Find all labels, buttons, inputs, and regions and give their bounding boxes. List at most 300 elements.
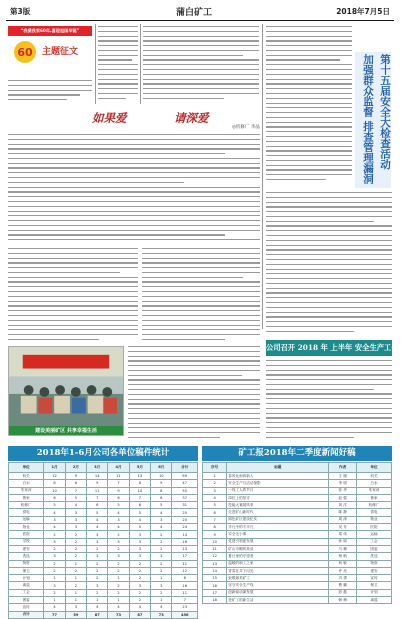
table-row [9, 524, 198, 531]
table-row [203, 560, 392, 567]
table-cell: 2 [108, 560, 129, 567]
table-cell: 曹 鹏 [329, 582, 357, 589]
table-cell: 16 [172, 538, 198, 545]
table-row [203, 509, 392, 516]
table-cell: 2 [108, 582, 129, 589]
table-cell: 朱家河 [357, 487, 392, 494]
submissions-table [8, 462, 198, 619]
table-cell: 计划 [357, 589, 392, 596]
table-cell: 2 [108, 545, 129, 552]
table-cell: 2 [65, 545, 86, 552]
article-text-block [8, 134, 260, 244]
table-cell: 鲁家 [357, 494, 392, 501]
table-cell: 73 [108, 611, 129, 618]
table-cell: 11 [87, 487, 108, 494]
table-row [9, 567, 198, 574]
table-cell: 6 [203, 509, 227, 516]
table-cell: 5 [65, 494, 86, 501]
table-row [203, 597, 392, 604]
table-cell: 2 [44, 531, 65, 538]
table-cell: 2 [151, 531, 172, 538]
table-cell: 2 [151, 589, 172, 596]
table-cell: 1 [108, 597, 129, 604]
table-cell: 机修厂 [9, 502, 44, 509]
column-header: 4月 [108, 463, 129, 473]
table-cell: 2 [65, 582, 86, 589]
table-cell: 77 [44, 611, 65, 618]
table-row [9, 531, 198, 538]
table-cell: 8 [44, 480, 65, 487]
table-cell: 13 [203, 560, 227, 567]
table-cell: 4 [87, 524, 108, 531]
table-row [203, 494, 392, 501]
table-cell: 2 [44, 567, 65, 574]
table-cell: 6 [108, 494, 129, 501]
svg-text:60: 60 [17, 46, 33, 59]
table-cell: 孙 丽 [329, 538, 357, 545]
table-row [9, 487, 198, 494]
table-cell: 5 [203, 502, 227, 509]
table-cell: 刘 洋 [329, 502, 357, 509]
table-cell: 物业 [357, 516, 392, 523]
table-cell: 周 涛 [329, 516, 357, 523]
table-cell: 6 [44, 494, 65, 501]
table-cell: 8 [172, 575, 198, 582]
table-cell: 2 [108, 531, 129, 538]
table-cell: 许 亮 [329, 567, 357, 574]
table-cell: 5 [129, 524, 150, 531]
table-cell: 4 [87, 516, 108, 523]
table-cell: 11 [108, 473, 129, 480]
table-cell: 团委 [9, 597, 44, 604]
table-cell: 1 [65, 560, 86, 567]
table-cell: 2 [65, 567, 86, 574]
vertical-headline [355, 52, 391, 188]
column-header: 6月 [151, 463, 172, 473]
anniversary-logo-icon [10, 39, 40, 65]
table-cell: 工会 [357, 538, 392, 545]
table-cell: 4 [108, 509, 129, 516]
table-cell: 郑 伟 [329, 531, 357, 538]
total-row [9, 611, 198, 618]
table-row [9, 473, 198, 480]
table-cell: 白水 [9, 480, 44, 487]
table-cell: 4 [108, 604, 129, 611]
table-cell: 走进矿山新时代 [227, 509, 329, 516]
table-cell: 学校 [9, 538, 44, 545]
issue-date: 2018年7月5日 [336, 7, 390, 16]
article-text-block [8, 80, 92, 104]
table-cell: 物资 [357, 560, 392, 567]
table-row [203, 538, 392, 545]
table-cell: 4 [87, 604, 108, 611]
table-cell: 运输 [357, 531, 392, 538]
meeting-banner: 公司召开 2018 年 上半年 安全生产工作会 [266, 340, 392, 356]
essay-badge [8, 26, 92, 74]
table-cell: 1 [108, 575, 129, 582]
right-table-header: 矿工报2018年二季度新闻好稿 [202, 446, 392, 461]
table-row [9, 509, 198, 516]
table-row [203, 502, 392, 509]
table-cell: 456 [172, 611, 198, 618]
table-row [203, 567, 392, 574]
column-header: 序号 [203, 463, 227, 473]
table-cell: 宣传 [9, 604, 44, 611]
table-cell: 医院 [357, 524, 392, 531]
table-cell: 温暖的职工之家 [227, 560, 329, 567]
table-cell: 9 [108, 487, 129, 494]
article-text-block [8, 248, 138, 344]
table-cell: 洗选 [9, 553, 44, 560]
table-cell: 创新驱动谋发展 [227, 589, 329, 596]
article-byline: ◎机修厂 李晶 [232, 125, 260, 130]
table-cell: 一线工人的节日 [227, 487, 329, 494]
table-cell: 党建引领促发展 [227, 538, 329, 545]
table-row [203, 589, 392, 596]
table-cell: 55 [172, 487, 198, 494]
table-cell: 12 [44, 473, 65, 480]
article-heading [92, 110, 270, 128]
table-cell: 杨 帆 [329, 553, 357, 560]
table-cell: 13 [129, 473, 150, 480]
table-cell: 韩 梅 [329, 597, 357, 604]
table-cell: 供电 [357, 509, 392, 516]
table-cell: 3 [129, 582, 150, 589]
table-cell: 合计 [9, 611, 44, 618]
table-cell: 3 [87, 553, 108, 560]
table-cell: 11 [172, 589, 198, 596]
table-cell: 10 [44, 487, 65, 494]
table-cell: 3 [44, 582, 65, 589]
table-cell: 马 琳 [329, 545, 357, 552]
table-cell: 8 [151, 487, 172, 494]
column-header: 单位 [357, 463, 392, 473]
table-cell: 离退 [9, 582, 44, 589]
table-cell: 4 [44, 509, 65, 516]
table-cell: 2 [65, 538, 86, 545]
table-row [203, 480, 392, 487]
table-cell: 2 [151, 538, 172, 545]
photo-rally [8, 346, 124, 436]
table-row [9, 502, 198, 509]
table-cell: 3 [87, 538, 108, 545]
table-cell: 2 [129, 589, 150, 596]
table-cell: 3 [151, 553, 172, 560]
table-cell: 4 [151, 524, 172, 531]
table-cell: 春风化雨育新人 [227, 473, 329, 480]
table-row [9, 575, 198, 582]
table-cell: 87 [87, 611, 108, 618]
table-cell: 7 [87, 494, 108, 501]
table-cell: 59 [65, 611, 86, 618]
table-cell: 运输 [9, 516, 44, 523]
table-cell: 2 [65, 553, 86, 560]
table-cell: 2 [129, 597, 150, 604]
table-cell: 青春在井下闪光 [227, 567, 329, 574]
table-cell: 12 [203, 553, 227, 560]
table-cell: 鲁家 [9, 494, 44, 501]
article-text-block [128, 346, 260, 442]
column-header: 2月 [65, 463, 86, 473]
table-cell: 3 [65, 509, 86, 516]
table-row [9, 480, 198, 487]
table-cell: 3 [129, 531, 150, 538]
table-cell: 11 [203, 545, 227, 552]
table-cell: 9 [87, 480, 108, 487]
table-cell: 4 [151, 509, 172, 516]
table-cell: 4 [108, 524, 129, 531]
table-cell: 岗位上的坚守 [227, 494, 329, 501]
paper-name: 蒲白矿工 [176, 8, 213, 18]
table-cell: 4 [129, 516, 150, 523]
table-cell: 矿山巾帼风采录 [227, 545, 329, 552]
table-cell: 建安 [357, 567, 392, 574]
column-rule [262, 24, 263, 329]
table-cell: 5 [108, 502, 129, 509]
vertical-headline-line-1: 第十五届安全大检查活动 [379, 54, 391, 170]
table-cell: 18 [203, 597, 227, 604]
article-text-block [266, 192, 392, 338]
table-cell: 12 [172, 567, 198, 574]
table-cell: 1 [87, 597, 108, 604]
table-cell: 老矿工的新生活 [227, 597, 329, 604]
table-cell: 彭 磊 [329, 589, 357, 596]
table-cell: 张 华 [329, 487, 357, 494]
table-cell: 3 [65, 516, 86, 523]
table-cell: 致敬最美矿工 [227, 575, 329, 582]
table-cell: 3 [65, 604, 86, 611]
table-cell: 安全生产月活动掠影 [227, 480, 329, 487]
table-cell: 2 [108, 567, 129, 574]
table-cell: 夏日里的守望者 [227, 553, 329, 560]
table-cell: 69 [172, 473, 198, 480]
table-cell: 3 [44, 516, 65, 523]
table-row [203, 531, 392, 538]
table-cell: 8 [129, 480, 150, 487]
table-row [9, 538, 198, 545]
table-cell: 1 [151, 575, 172, 582]
table-cell: 3 [87, 531, 108, 538]
table-cell: 17 [172, 553, 198, 560]
table-cell: 3 [129, 538, 150, 545]
table-cell: 4 [129, 604, 150, 611]
table-cell: 2 [129, 567, 150, 574]
heading-part-2: 请深爱 [174, 111, 209, 125]
table-cell: 5 [151, 502, 172, 509]
table-cell: 2 [129, 575, 150, 582]
table-cell: 洗选 [357, 553, 392, 560]
table-cell: 2 [151, 545, 172, 552]
masthead [6, 3, 394, 21]
left-table-header: 2018年1-6月公司各单位稿件统计 [8, 446, 198, 461]
table-cell: 2 [203, 480, 227, 487]
column-header: 单位 [9, 463, 44, 473]
table-cell: 9 [65, 473, 86, 480]
good-articles-table [202, 462, 392, 604]
table-cell: 机关 [357, 473, 392, 480]
article-text-block [98, 26, 138, 106]
table-cell: 2 [151, 560, 172, 567]
table-cell: 2 [44, 589, 65, 596]
table-cell: 3 [203, 487, 227, 494]
table-cell: 3 [44, 538, 65, 545]
table-cell: 3 [108, 516, 129, 523]
table-cell: 供电 [9, 509, 44, 516]
table-row [9, 516, 198, 523]
table-cell: 物业 [9, 524, 44, 531]
table-row [9, 553, 198, 560]
table-cell: 23 [172, 604, 198, 611]
table-cell: 10 [203, 538, 227, 545]
column-header: 5月 [129, 463, 150, 473]
table-cell: 2 [87, 589, 108, 596]
table-cell: 8 [203, 524, 227, 531]
table-cell: 3 [151, 516, 172, 523]
column-header: 3月 [87, 463, 108, 473]
rally-photo-icon [9, 347, 123, 435]
heading-part-1: 如果爱 [92, 111, 127, 125]
table-cell: 10 [151, 473, 172, 480]
table-cell: 1 [65, 597, 86, 604]
table-cell: 1 [65, 589, 86, 596]
table-cell: 3 [87, 582, 108, 589]
table-cell: 2 [108, 589, 129, 596]
table-cell: 3 [65, 524, 86, 531]
table-cell: 2 [87, 575, 108, 582]
table-row [9, 597, 198, 604]
table-cell: 5 [87, 509, 108, 516]
table-cell: 31 [172, 502, 198, 509]
table-row [9, 582, 198, 589]
column-header: 作者 [329, 463, 357, 473]
table-cell: 3 [129, 553, 150, 560]
table-cell: 5 [44, 502, 65, 509]
column-header: 合计 [172, 463, 198, 473]
column-rule [140, 24, 141, 104]
table-cell: 6 [65, 480, 86, 487]
table-cell: 1 [151, 597, 172, 604]
table-cell: 47 [172, 480, 198, 487]
table-cell: 7 [129, 494, 150, 501]
table-row [9, 560, 198, 567]
table-row [203, 545, 392, 552]
table-cell: 宣传 [357, 575, 392, 582]
table-cell: 团委 [357, 545, 392, 552]
table-cell: 1 [44, 597, 65, 604]
table-row [203, 575, 392, 582]
table-cell: 2 [87, 560, 108, 567]
table-cell: 2 [44, 545, 65, 552]
table-cell: 2 [44, 560, 65, 567]
column-header: 标题 [227, 463, 329, 473]
table-cell: 吴 芳 [329, 524, 357, 531]
table-cell: 机关 [9, 473, 44, 480]
table-cell: 保卫 [357, 582, 392, 589]
table-cell: 2 [65, 531, 86, 538]
column-header: 1月 [44, 463, 65, 473]
table-cell: 白水 [357, 480, 392, 487]
table-cell: 朱家河 [9, 487, 44, 494]
table-cell: 3 [44, 553, 65, 560]
table-cell: 李 明 [329, 480, 357, 487]
table-cell: 物资 [9, 560, 44, 567]
table-cell: 安全无小事 [227, 531, 329, 538]
table-cell: 1 [65, 575, 86, 582]
table-cell: 4 [151, 604, 172, 611]
table-cell: 冯 勇 [329, 575, 357, 582]
table-cell: 37 [172, 494, 198, 501]
vertical-headline-line-2: 加强群众监督 排查管理漏洞 [362, 54, 374, 184]
column-rule [95, 24, 96, 104]
table-cell: 3 [151, 582, 172, 589]
table-cell: 15 [203, 575, 227, 582]
table-cell: 87 [129, 611, 150, 618]
table-cell: 14 [87, 473, 108, 480]
table-cell: 计划 [9, 575, 44, 582]
photo-caption: 建设美丽矿区 共享幸福生活 [9, 426, 123, 435]
table-cell: 陈 静 [329, 509, 357, 516]
table-cell: 坚守安全生产线 [227, 582, 329, 589]
table-cell: 赵 强 [329, 494, 357, 501]
table-cell: 4 [65, 502, 86, 509]
table-cell: 6 [87, 502, 108, 509]
table-cell: 平凡中的不平凡 [227, 524, 329, 531]
table-cell: 5 [129, 509, 150, 516]
table-cell: 2 [151, 567, 172, 574]
table-cell: 16 [203, 582, 227, 589]
table-cell: 机修厂 [357, 502, 392, 509]
table-cell: 6 [151, 494, 172, 501]
table-cell: 3 [108, 553, 129, 560]
table-cell: 2 [129, 560, 150, 567]
table-cell: 4 [44, 604, 65, 611]
table-row [203, 553, 392, 560]
table-cell: 73 [151, 611, 172, 618]
table-cell: 4 [203, 494, 227, 501]
table-row [9, 589, 198, 596]
table-cell: 2 [87, 545, 108, 552]
table-cell: 20 [172, 516, 198, 523]
table-cell: 3 [129, 545, 150, 552]
table-row [9, 545, 198, 552]
table-cell: 建安 [9, 545, 44, 552]
table-row [203, 473, 392, 480]
essay-title: 主题征文 [42, 47, 79, 57]
table-cell: 2 [87, 567, 108, 574]
table-cell: 何 敏 [329, 560, 357, 567]
table-cell: 24 [172, 524, 198, 531]
table-cell: 王 刚 [329, 473, 357, 480]
article-text-block [266, 360, 392, 442]
table-cell: 技能大赛展风采 [227, 502, 329, 509]
table-cell: 17 [203, 589, 227, 596]
table-cell: 1 [44, 575, 65, 582]
table-cell: 25 [172, 509, 198, 516]
table-row [203, 524, 392, 531]
table-row [9, 494, 198, 501]
table-cell: 11 [172, 560, 198, 567]
essay-banner: “我爱我家60年,喜迎祖国华诞” [8, 26, 92, 36]
article-text-block [142, 248, 260, 344]
table-cell: 10 [129, 487, 150, 494]
table-cell: 离退 [357, 597, 392, 604]
table-cell: 7 [203, 516, 227, 523]
page-number: 第3版 [10, 7, 31, 16]
table-cell: 7 [172, 597, 198, 604]
table-cell: 1 [203, 473, 227, 480]
table-row [203, 487, 392, 494]
table-cell: 工会 [9, 589, 44, 596]
